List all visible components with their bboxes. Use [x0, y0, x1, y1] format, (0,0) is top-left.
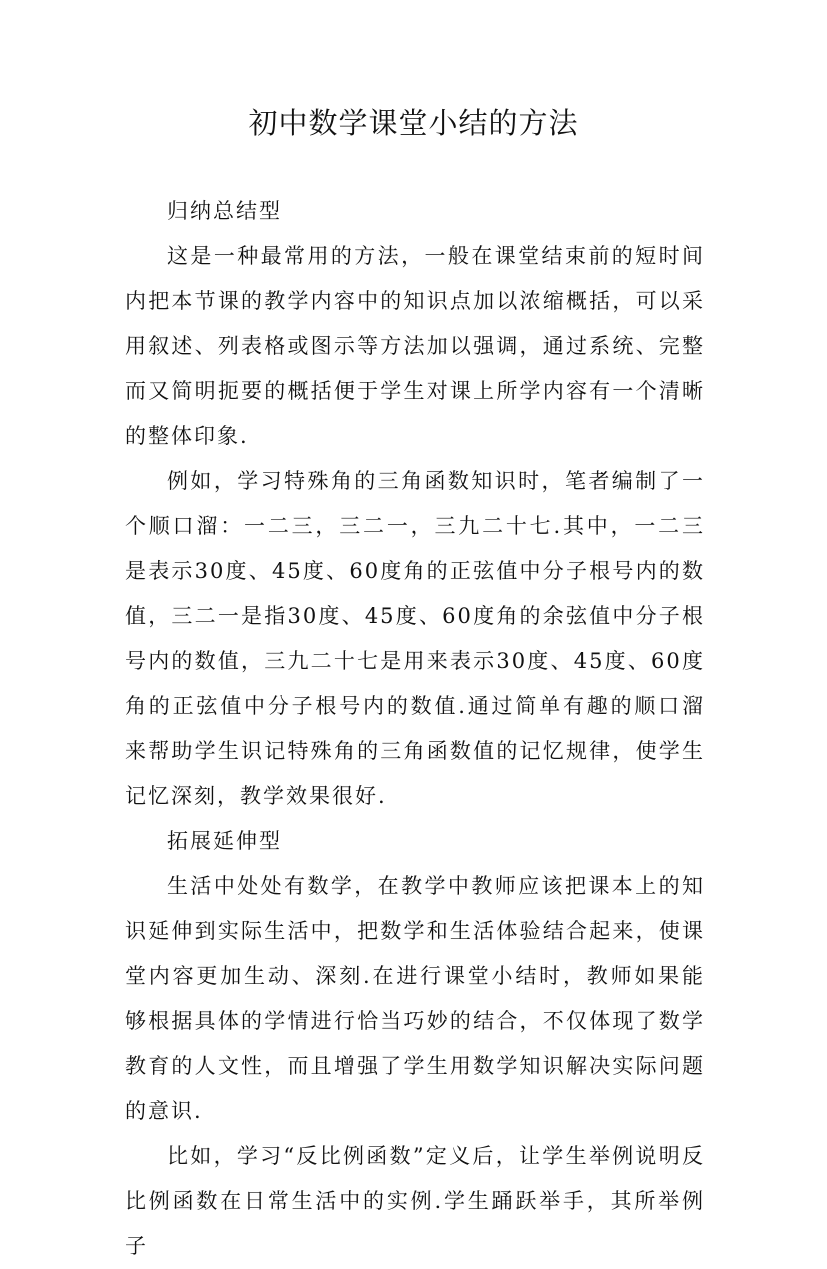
document-body	[125, 189, 705, 1269]
paragraph: 例如，学习特殊角的三角函数知识时，笔者编制了一个顺口溜：一二三，三二一，三九二十七.其中，一二三是表示30度、45度、60度角的正弦值中分子根号内的数值，三二一是指30度、45度、60度角的余弦值中分子根号内的数值，三九二十七是用来表示30度、45度、60度角的正弦值中分子根号内的数值.通过简单有趣的顺口溜来帮助学生识记特殊角的三角函数值的记忆规律，使学生记忆深刻，教学效果很好.	[125, 469, 705, 808]
paragraph: 比如，学习“反比例函数”定义后，让学生举例说明反比例函数在日常生活中的实例.学生踊跃举手，其所举例子	[125, 1144, 705, 1258]
section-heading: 拓展延伸型	[167, 829, 282, 853]
page-title: 初中数学课堂小结的方法	[248, 106, 579, 140]
paragraph: 生活中处处有数学，在教学中教师应该把课本上的知识延伸到实际生活中，把数学和生活体验结合起来，使课堂内容更加生动、深刻.在进行课堂小结时，教师如果能够根据具体的学情进行恰当巧妙的结合，不仅体现了数学教育的人文性，而且增强了学生用数学知识解决实际问题的意识.	[125, 874, 705, 1123]
paragraph: 这是一种最常用的方法，一般在课堂结束前的短时间内把本节课的教学内容中的知识点加以浓缩概括，可以采用叙述、列表格或图示等方法加以强调，通过系统、完整而又简明扼要的概括便于学生对课上所学内容有一个清晰的整体印象.	[125, 244, 705, 448]
section-heading: 归纳总结型	[167, 199, 282, 223]
